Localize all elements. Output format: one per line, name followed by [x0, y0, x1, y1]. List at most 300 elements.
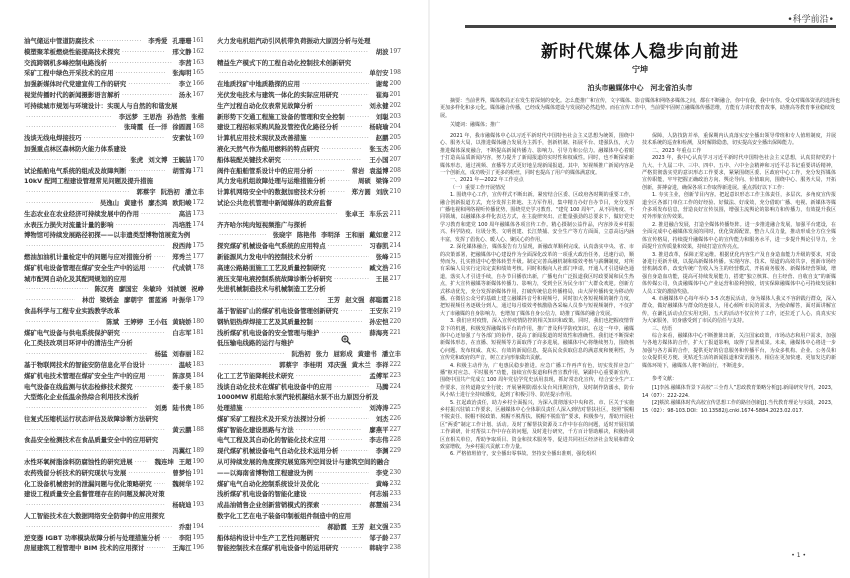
toc-leader-dots [154, 479, 166, 490]
toc-line [24, 133, 204, 144]
toc-leader-dots [308, 489, 362, 500]
toc-title: 基于智能矿山的煤矿机电设备管理创新研究 [217, 306, 339, 315]
toc-entry[interactable] [24, 252, 204, 263]
toc-entry[interactable] [217, 133, 401, 144]
toc-entry[interactable] [24, 144, 204, 155]
toc-entry[interactable] [217, 403, 401, 414]
toc-author: 王安东 [369, 306, 389, 315]
toc-entry[interactable] [24, 176, 204, 187]
toc-leader-dots [26, 187, 129, 198]
toc-line [24, 101, 204, 112]
toc-entry[interactable] [24, 338, 204, 349]
toc-entry[interactable] [24, 360, 204, 371]
toc-entry[interactable] [24, 230, 204, 241]
toc-page-number: 222 [389, 360, 401, 368]
toc-entry[interactable] [24, 133, 204, 144]
toc-authors [167, 479, 191, 490]
toc-entry[interactable] [24, 349, 204, 360]
toc-line [217, 230, 401, 241]
toc-page-number: 208 [389, 166, 401, 174]
toc-entry[interactable] [217, 349, 401, 360]
toc-entry[interactable] [24, 414, 204, 425]
toc-entry[interactable] [24, 306, 204, 317]
toc-line [24, 241, 204, 252]
toc-entry[interactable] [24, 295, 204, 306]
toc-author: 廖朝宇 [124, 296, 144, 305]
toc-leader-dots [128, 468, 165, 479]
body-paragraph: 保障，人防技防并举，重保期内认真落实安全播出领导带班和专人值班制度，并展技术系统的巡查和检测，及时解除隐患，切实提高安全播出保障能力。 [642, 133, 836, 147]
toc-page-number: 220 [389, 317, 401, 325]
toc-page-number: 180 [192, 317, 204, 325]
toc-entry[interactable] [217, 543, 401, 554]
toc-authors [340, 209, 388, 220]
toc-author: 张海明 [172, 69, 192, 78]
toc-authors [167, 425, 191, 436]
toc-authors [167, 263, 191, 274]
toc-page-number: 211 [389, 209, 401, 217]
toc-authors [371, 47, 389, 58]
toc-authors [364, 317, 388, 328]
reference-item: [2]蔡滨.融媒体时代高校宣传思想工作的路径创新[J].当代教育理论与实践，2023，15（02）：98-103.DOI：10.13582/j.cnki.1674-5884.2023.02.017. [642, 400, 836, 414]
toc-line [217, 338, 401, 349]
toc-title: 可持续城市规划与环境设计：实现人与自然的和谐发展 [24, 101, 178, 110]
toc-authors [364, 403, 388, 414]
toc-title: 大型炼化企业低温余热综合利用技术浅析 [24, 393, 140, 402]
toc-leader-dots [328, 414, 369, 425]
toc-page-number: 210 [389, 188, 401, 196]
toc-author: 车乐云 [369, 209, 389, 218]
section-heading: 一、2021 年—2022 年工作亮点 [450, 177, 524, 184]
toc-line [217, 295, 401, 306]
toc-line [24, 274, 204, 285]
toc-entry[interactable] [24, 68, 204, 79]
toc-entry[interactable] [24, 392, 204, 403]
toc-entry[interactable] [217, 489, 401, 500]
toc-entry[interactable] [217, 457, 401, 468]
toc-leader-dots [321, 144, 362, 155]
toc-authors [150, 457, 192, 468]
toc-entry[interactable] [217, 468, 401, 479]
toc-title: 现代煤矿机械设备电气自动化技术运用分析 [217, 447, 339, 456]
toc-line [217, 133, 401, 144]
toc-entry[interactable] [217, 263, 401, 274]
toc-entry[interactable] [24, 317, 204, 328]
toc-title: 房屋建筑工程管理中 BIM 技术的应用探讨 [24, 544, 145, 553]
toc-entry[interactable] [24, 479, 204, 490]
toc-entry[interactable] [217, 47, 401, 58]
toc-entry[interactable] [24, 382, 204, 393]
toc-authors [287, 349, 401, 360]
toc-leader-dots [308, 133, 368, 144]
toc-author: 朱敏玲 [142, 285, 163, 294]
toc-author: 常岩 [351, 166, 365, 175]
toc-entry[interactable] [217, 144, 401, 155]
toc-entry[interactable] [217, 68, 401, 79]
toc-entry[interactable] [24, 187, 204, 198]
toc-line [217, 328, 401, 339]
toc-page-number: 215 [389, 252, 401, 260]
toc-entry[interactable] [217, 425, 401, 436]
toc-page-number: 216 [389, 263, 401, 271]
toc-entry[interactable] [24, 543, 204, 554]
toc-entry[interactable] [217, 533, 401, 544]
toc-entry[interactable] [24, 274, 204, 285]
toc-author: 欧阳峻 [172, 198, 192, 207]
toc-line [24, 68, 204, 79]
toc-entry[interactable] [217, 382, 401, 393]
toc-line [217, 468, 401, 479]
toc-leader-dots [26, 122, 117, 133]
toc-author: 乔甜 [178, 522, 192, 531]
toc-author: 孙宏恺 [369, 317, 389, 326]
toc-entry[interactable] [217, 166, 401, 177]
toc-title: 视觉传播时代的新闻摄影语言解析 [24, 90, 120, 99]
toc-entry[interactable] [24, 446, 204, 457]
toc-title: 交流跨钢机多峰控制电路浅析 [24, 58, 108, 67]
toc-authors [371, 90, 389, 101]
toc-title: 加强重点林区森林防火能力体系建设 [24, 144, 127, 153]
toc-entry[interactable] [24, 425, 204, 436]
toc-page-number: 193 [192, 501, 204, 509]
toc-entry[interactable] [24, 533, 204, 544]
toc-entry[interactable] [217, 522, 401, 533]
toc-line [24, 317, 204, 328]
toc-page-number: 178 [192, 263, 204, 271]
toc-author: 刘聪 [375, 112, 389, 121]
toc-page-number: 235 [389, 522, 401, 530]
toc-author: 崔海 [375, 90, 389, 99]
toc-author: 冯培胜 [172, 220, 192, 229]
toc-authors [347, 187, 389, 198]
toc-author: 潘立丰 [381, 350, 401, 359]
toc-author: 邢文静 [172, 47, 192, 56]
toc-authors [364, 425, 388, 436]
toc-entry[interactable] [217, 176, 401, 187]
toc-title: 煤矿机电技术管理在煤矿安全生产中的应用 [24, 371, 146, 380]
toc-title: 计算机应用技术现状及改善措施 [217, 134, 307, 143]
toc-entry[interactable] [217, 360, 401, 371]
toc-leader-dots [146, 543, 165, 554]
toc-author: 刘欣 [375, 188, 389, 197]
toc-page-number: 179 [192, 296, 204, 304]
toc-author: 梁锋 [375, 177, 389, 186]
toc-entry[interactable] [217, 295, 401, 306]
toc-entry[interactable] [217, 79, 401, 90]
toc-line [217, 392, 401, 403]
toc-leader-dots [122, 47, 166, 58]
toc-entry[interactable] [24, 36, 204, 47]
toc-entry[interactable] [217, 317, 401, 328]
toc-page-number: 202 [389, 101, 401, 109]
toc-authors [322, 522, 388, 533]
toc-page-number: 174 [192, 220, 204, 228]
toc-author: 王小国 [369, 155, 389, 164]
toc-entry[interactable] [217, 209, 401, 220]
toc-title: 光伏发电技术与建筑一体化的实际应用研究 [217, 90, 339, 99]
toc-entry[interactable] [217, 500, 401, 511]
toc-leader-dots [315, 101, 363, 112]
toc-author: 王小钰 [148, 317, 168, 326]
toc-entry[interactable] [24, 209, 204, 220]
toc-author: 谢莺 [375, 80, 389, 89]
toc-page-number: 172 [192, 198, 204, 206]
toc-leader-dots [328, 176, 351, 187]
toc-author: 安素钛 [172, 134, 192, 143]
toc-author: 赵文强 [369, 522, 389, 531]
toc-entry[interactable] [217, 90, 401, 101]
toc-entry[interactable] [217, 435, 401, 446]
toc-author: 胡波 [375, 47, 389, 56]
toc-authors [167, 328, 191, 339]
page-number: • 1 • [791, 552, 806, 559]
toc-entry[interactable] [217, 414, 401, 425]
toc-leader-dots [128, 166, 165, 177]
toc-entry[interactable] [24, 489, 204, 500]
toc-author: 黄木兰 [351, 360, 371, 369]
toc-author: 白志军 [172, 328, 192, 337]
toc-entry[interactable] [217, 36, 401, 47]
toc-title: 浅谈无线电焊接技巧 [24, 134, 82, 143]
toc-leader-dots [26, 284, 88, 295]
toc-line [217, 457, 401, 468]
toc-line [24, 479, 204, 490]
toc-title: 在地质找矿中地质勘探的应用 [217, 80, 301, 89]
toc-author: 张卓王 [345, 209, 365, 218]
toc-entry[interactable] [217, 101, 401, 112]
toc-leader-dots [340, 90, 368, 101]
toc-entry[interactable] [217, 511, 401, 522]
toc-leader-dots [128, 79, 172, 90]
toc-author: 陈艳伟 [296, 231, 317, 240]
toc-entry[interactable] [24, 198, 204, 209]
toc-entry[interactable] [217, 220, 401, 231]
zoom-in-icon[interactable] [341, 335, 351, 345]
toc-authors [371, 479, 389, 490]
toc-author: 代成锁 [172, 263, 192, 272]
toc-entry[interactable] [24, 468, 204, 479]
toc-entry[interactable] [217, 284, 401, 295]
toc-leader-dots [115, 220, 165, 231]
toc-entry[interactable] [24, 58, 204, 69]
toc-authors [364, 533, 388, 544]
toc-title: 农药残留分析技术的研究现状与发展 [24, 468, 127, 477]
toc-authors [114, 112, 204, 123]
toc-leader-dots [340, 543, 362, 554]
toc-entry[interactable] [24, 166, 204, 177]
toc-entry[interactable] [217, 479, 401, 490]
toc-leader-dots [315, 166, 345, 177]
toc-page-number: 194 [192, 522, 204, 530]
toc-title: 齐齐哈尔纯肉短视频推广与探析 [217, 220, 307, 229]
toc-author: 杨猛 [154, 350, 168, 359]
toc-entry[interactable] [24, 403, 204, 414]
toc-title: 模塑聚苯板燃烧性能提高技术探究 [24, 47, 120, 56]
toc-author: 刘涛涛 [369, 404, 389, 413]
toc-title: 城市配网自动化及其配网规划的应用 [24, 274, 127, 283]
toc-author: 廖杰鸿 [148, 198, 168, 207]
toc-author: 冯翼红 [172, 447, 192, 456]
toc-entry[interactable] [24, 522, 204, 533]
toc-entry[interactable] [24, 90, 204, 101]
toc-author: 陈彦昊 [172, 371, 192, 380]
toc-entry[interactable] [24, 263, 204, 274]
toc-entry[interactable] [217, 338, 401, 349]
toc-author: 王思浩 [142, 112, 163, 121]
toc-entry[interactable] [24, 457, 204, 468]
toc-entry[interactable] [24, 122, 204, 133]
toc-title: 钢轨铝热焊焊接工艺及其质量控制 [217, 317, 313, 326]
toc-authors [371, 112, 389, 123]
toc-entry[interactable] [217, 274, 401, 285]
toc-leader-dots [162, 533, 171, 544]
toc-title: 低压输电线路的运行与维护 [217, 339, 294, 348]
toc-leader-dots [26, 349, 148, 360]
toc-title: 燃油加油机计量检定中的问题与应对措施分析 [24, 252, 152, 261]
toc-author: 郝慧娟 [369, 501, 389, 510]
toc-title: 试论公共危机管理中新闻媒体的政府监督 [217, 198, 333, 207]
toc-title: 食品科学与工程专业实践教学改革 [24, 306, 120, 315]
toc-leader-dots [26, 198, 93, 209]
toc-line [24, 295, 204, 306]
toc-entry[interactable] [24, 241, 204, 252]
toc-authors [371, 133, 389, 144]
toc-entry[interactable] [217, 122, 401, 133]
toc-entry[interactable] [24, 101, 204, 112]
toc-author: 刘永健 [369, 101, 389, 110]
toc-page-number: 188 [192, 425, 204, 433]
toc-title: 化工设备机械密封的泄漏问题与优化策略研究 [24, 479, 152, 488]
toc-page-number: 185 [192, 382, 204, 390]
toc-entry[interactable] [24, 79, 204, 90]
toc-entry[interactable] [24, 284, 204, 295]
toc-author: 王毓喆 [172, 155, 192, 164]
toc-entry[interactable] [217, 252, 401, 263]
article-author: 宁坤 [632, 65, 648, 74]
toc-line [217, 122, 401, 133]
toc-entry[interactable] [217, 306, 401, 317]
toc-entry[interactable] [217, 230, 401, 241]
toc-page-number: 237 [389, 533, 401, 541]
toc-line [217, 252, 401, 263]
toc-leader-dots [147, 263, 165, 274]
toc-authors [167, 446, 191, 457]
toc-line [24, 414, 204, 425]
toc-entry[interactable] [24, 155, 204, 166]
toc-page-number: 228 [389, 436, 401, 444]
toc-entry[interactable] [24, 112, 204, 123]
toc-author: 温岐 [178, 360, 192, 369]
toc-author: 刘祯媛 [167, 285, 187, 294]
toc-leader-dots [26, 522, 172, 533]
toc-page-number: 232 [389, 479, 401, 487]
toc-author: 雷蓝浠 [148, 296, 168, 305]
toc-leader-dots [109, 58, 172, 69]
toc-title: 数字化工艺在电子装备印制板组件制造中的应用 [217, 512, 352, 521]
toc-leader-dots [334, 382, 369, 393]
toc-entry[interactable] [217, 328, 401, 339]
toc-author: 张楷 [191, 112, 204, 121]
toc-entry[interactable] [217, 241, 401, 252]
toc-leader-dots [26, 500, 165, 511]
toc-author: 袁溢博 [369, 166, 389, 175]
toc-title: 水表压力损失对流量计量的影响 [24, 220, 114, 229]
toc-entry[interactable] [24, 435, 204, 446]
toc-entry[interactable] [24, 371, 204, 382]
toc-author: 潘立丰 [184, 188, 204, 197]
section-heading: （一）重要工作开展情况 [450, 184, 506, 191]
toc-authors [364, 263, 388, 274]
toc-authors [371, 446, 389, 457]
toc-line [24, 489, 204, 500]
toc-author: 廖国宏 [118, 285, 138, 294]
toc-author: 王昆 [375, 274, 389, 283]
toc-page-number: 226 [389, 414, 401, 422]
toc-title: 加强新媒体时代党建宣传工作的研究 [24, 80, 127, 89]
toc-entry[interactable] [217, 112, 401, 123]
toc-title: 从可持续发展的角度探究展览陈列空间设计与建筑空间的融合 [217, 458, 390, 467]
toc-entry[interactable] [217, 446, 401, 457]
toc-leader-dots [219, 230, 266, 241]
toc-author: 段西帅 [172, 242, 192, 251]
toc-authors [174, 79, 192, 90]
toc-authors [268, 230, 389, 241]
toc-entry[interactable] [24, 511, 204, 522]
toc-author: 李立 [178, 80, 192, 89]
toc-page-number: 186 [192, 404, 204, 412]
toc-entry[interactable] [217, 187, 401, 198]
toc-title: 建设工程招标采购风险及管控优化路径分析 [217, 123, 339, 132]
toc-line [217, 58, 401, 69]
toc-page-number: 219 [389, 306, 401, 314]
toc-author: 张力 [315, 350, 329, 359]
toc-line [24, 382, 204, 393]
toc-entry[interactable] [217, 392, 401, 403]
toc-line [217, 263, 401, 274]
toc-authors [167, 371, 191, 382]
toc-line [217, 284, 401, 295]
toc-authors [167, 543, 191, 554]
toc-leader-dots [347, 112, 369, 123]
toc-author: 黄云鹏 [172, 425, 192, 434]
toc-entry[interactable] [24, 328, 204, 339]
toc-author: 郝聪霞 [369, 296, 389, 305]
toc-title: 采矿工程中绿色开采技术的应用 [24, 69, 114, 78]
section-heading: 二、2023 年重点工作 [652, 147, 702, 154]
toc-title: 煤矿智能化建设思路与方法 [217, 425, 294, 434]
toc-entry[interactable] [217, 198, 401, 209]
body-paragraph: 1. 围绕中心工作，宣传样式不断出新。紧密结合区委、区政府各时期的重要工作，融合创新报道方式，充分发挥主阵地、主力军作用，集中精力办好自办节目，充分发挥广播电视和网络视听传播优势，围绕党史学习教育、“建党 100 周年”，从不同角度、不同领域，以融媒体多样化表达方式，在主旋律突出、正能量强劲的总要求下，做好党史学习教育和建党 100 周年融媒体各项宣传工作。精心摄制公益作品，内容涉及乡村振兴、科学防疫、垃圾分类、文明创建、长江禁捕、安全生产等方方面面，立意高远内涵丰富，发挥了倡优心、暖人心、聚民心的作用。 [440, 192, 634, 243]
toc-line [24, 47, 204, 58]
toc-entry[interactable] [24, 47, 204, 58]
toc-line [217, 79, 401, 90]
toc-author: 阮浩初 [291, 350, 311, 359]
toc-entry[interactable] [217, 155, 401, 166]
toc-authors [371, 274, 389, 285]
toc-line [24, 435, 204, 446]
toc-leader-dots [26, 241, 165, 252]
toc-title: 高速公路路面施工工艺及质量控制研究 [217, 263, 326, 272]
toc-authors [353, 176, 389, 187]
body-paragraph: 4. 市融媒体中心每年举办 3-5 次惠民活动，身为媒体人我义不容辞践行群众，深入群众，做好融媒体与群众的连接人，用心倾听市民的需求，为使命解答，面对面讲解宣传，在谦礼活动点位实用无阻，五大的活动不仅宣传了工作，还拉近了人心，真真实实为大家服务，切身感受到了市民的信任与支持。 [642, 295, 836, 325]
toc-entry[interactable] [24, 220, 204, 231]
toc-entry[interactable] [217, 371, 401, 382]
toc-entry[interactable] [217, 58, 401, 69]
toc-authors [364, 101, 388, 112]
toc-title: 智能控制技术在煤矿机电设备中的运用研究 [217, 544, 339, 553]
toc-line [24, 252, 204, 263]
toc-entry[interactable] [24, 500, 204, 511]
toc-author: 林峃 [82, 296, 95, 305]
